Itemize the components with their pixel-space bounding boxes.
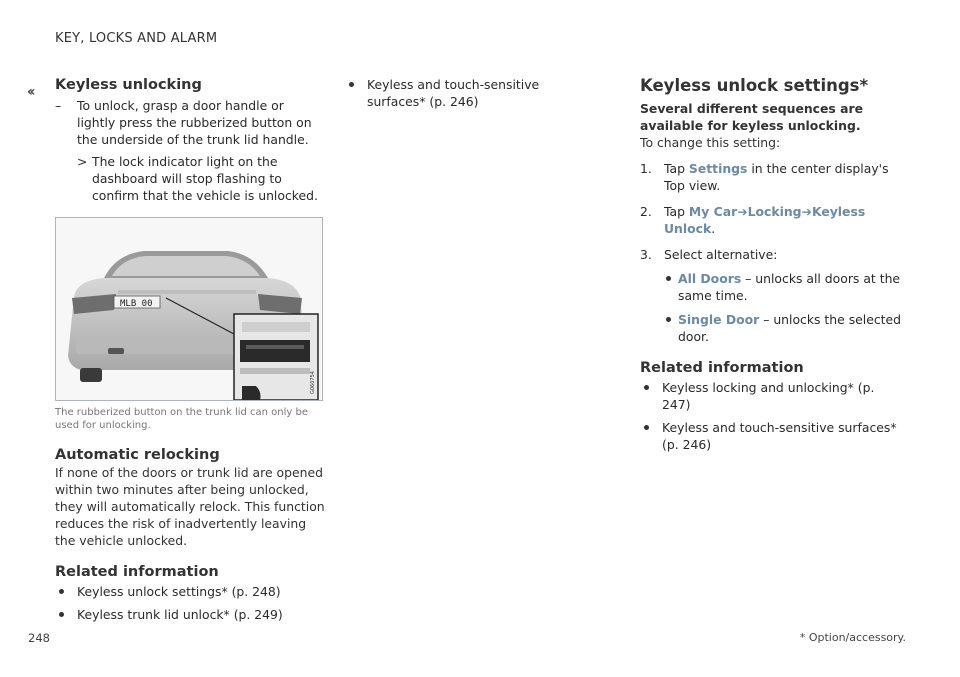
related-link[interactable]: Keyless trunk lid unlock* (p. 249) [55, 606, 325, 623]
continued-chevron-icon: ‹‹ [27, 84, 33, 100]
numbered-step [640, 160, 905, 194]
single-door-ref: Single Door [678, 312, 760, 327]
numbered-step [640, 246, 905, 263]
step-number: 3. [640, 247, 652, 262]
arrow-right-icon: ➔ [801, 204, 812, 219]
related-link[interactable]: Keyless and touch-sensitive surfaces* (p. 246) [345, 76, 595, 110]
step-text: Tap [664, 204, 689, 219]
related-link[interactable]: Keyless locking and unlocking* (p. 247) [640, 379, 905, 413]
numbered-step [640, 203, 905, 237]
step-item [55, 97, 325, 148]
my-car-ref: My Car [688, 204, 738, 219]
dash-marker: – [55, 98, 62, 113]
related-info-title: Related information [55, 564, 219, 580]
option-text: – unlocks all doors at the same time. [678, 271, 901, 303]
section-subtitle-relocking: Automatic relocking [55, 447, 220, 463]
figure-caption: The rubberized button on the trunk lid can only be used for unlocking. [55, 407, 309, 431]
result-text: The lock indicator light on the dashboard will stop flashing to confirm that the vehicle is unlocked. [92, 154, 318, 203]
step-text: . [711, 221, 716, 236]
relocking-text: If none of the doors or trunk lid are opened within two minutes after being unlocked, they will automatically relock. This function reduces the risk of inadvertently leaving the vehicle unlocked. [55, 465, 325, 548]
column-related-continued [345, 74, 595, 110]
step-text: in the center display's Top view. [664, 161, 889, 193]
column-keyless-unlock-settings [640, 76, 905, 453]
result-item [55, 153, 325, 204]
section-title: Keyless unlock settings* [640, 76, 869, 95]
step-text: To unlock, grasp a door handle or lightly press the rubberized button on the underside of the trunk lid handle. [77, 98, 312, 147]
option-text: – unlocks the selected door. [678, 312, 902, 344]
step-text: Tap [664, 161, 689, 176]
section-title: Keyless unlocking [55, 77, 202, 93]
result-marker: > [77, 154, 88, 169]
locking-ref: Locking [747, 204, 802, 219]
arrow-right-icon: ➔ [737, 204, 748, 219]
keyless-unlock-ref: Keyless Unlock [664, 204, 866, 236]
intro-text: To change this setting: [640, 135, 781, 150]
trunk-button-illustration [55, 217, 323, 401]
settings-button-ref: Settings [688, 161, 748, 176]
option-item [640, 311, 905, 345]
page-number: 248 [28, 631, 50, 645]
column-keyless-unlocking [55, 76, 325, 623]
step-text: Select alternative: [664, 247, 778, 262]
footnote: * Option/accessory. [799, 631, 906, 644]
step-number: 1. [640, 161, 652, 176]
car-rear-illustration [56, 218, 323, 401]
license-plate-text: MLB 00 [120, 299, 153, 309]
lead-text: Several different sequences are available for keyless unlocking. [640, 101, 863, 133]
option-item [640, 270, 905, 304]
running-header: KEY, LOCKS AND ALARM [55, 31, 218, 46]
all-doors-ref: All Doors [678, 271, 742, 286]
image-code: G060754 [310, 371, 316, 394]
related-info-title: Related information [640, 360, 804, 376]
related-link[interactable]: Keyless unlock settings* (p. 248) [55, 583, 325, 600]
related-link[interactable]: Keyless and touch-sensitive surfaces* (p. 246) [640, 419, 905, 453]
step-number: 2. [640, 204, 652, 219]
